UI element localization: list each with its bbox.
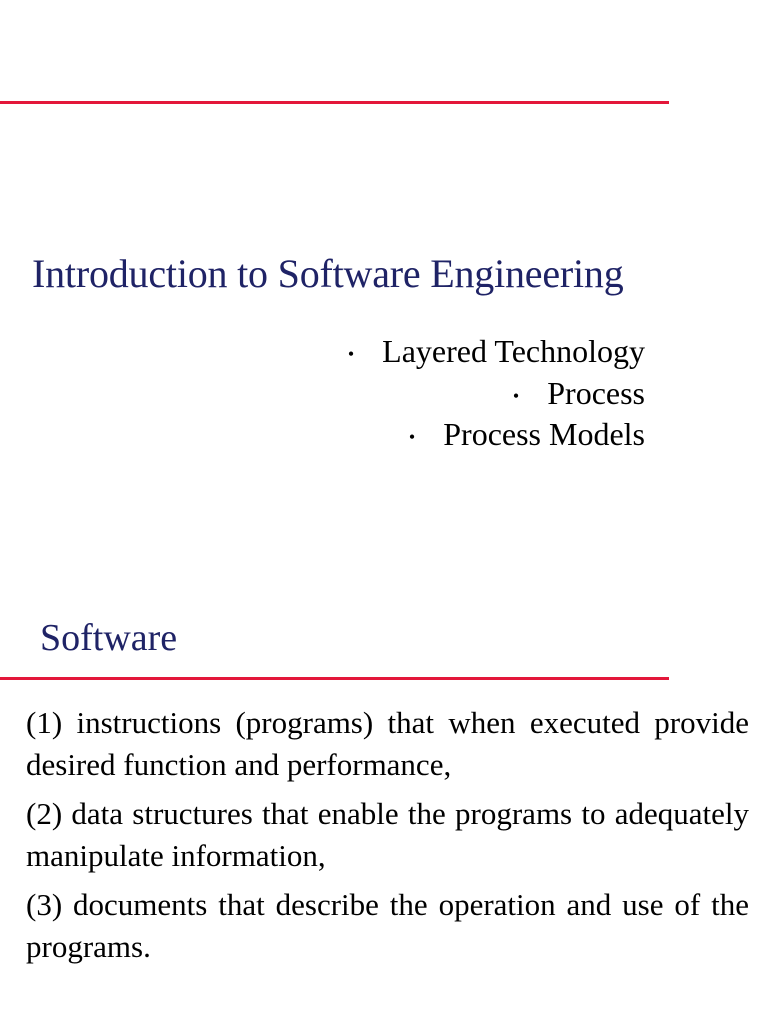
section-title: Software [40,617,178,659]
topic-label: Process Models [443,416,645,452]
topic-label: Layered Technology [382,333,645,369]
topic-label: Process [547,374,645,411]
bullet-icon: • [347,344,355,364]
topic-item [348,416,645,458]
definition-item: (1) instructions (programs) that when executed provide desired function and performance, [26,705,749,782]
bullet-icon: • [408,427,416,447]
bullet-icon: • [512,385,520,406]
slide-title: Introduction to Software Engineering [32,251,624,296]
topic-item [348,375,645,417]
section-divider [0,677,669,680]
definition-list [26,702,749,975]
topic-item [348,333,645,375]
topic-list [348,333,645,458]
definition-item: (3) documents that describe the operation and use of the programs. [26,887,749,964]
top-divider [0,101,669,104]
definition-item: (2) data structures that enable the programs to adequately manipulate information, [26,796,749,873]
